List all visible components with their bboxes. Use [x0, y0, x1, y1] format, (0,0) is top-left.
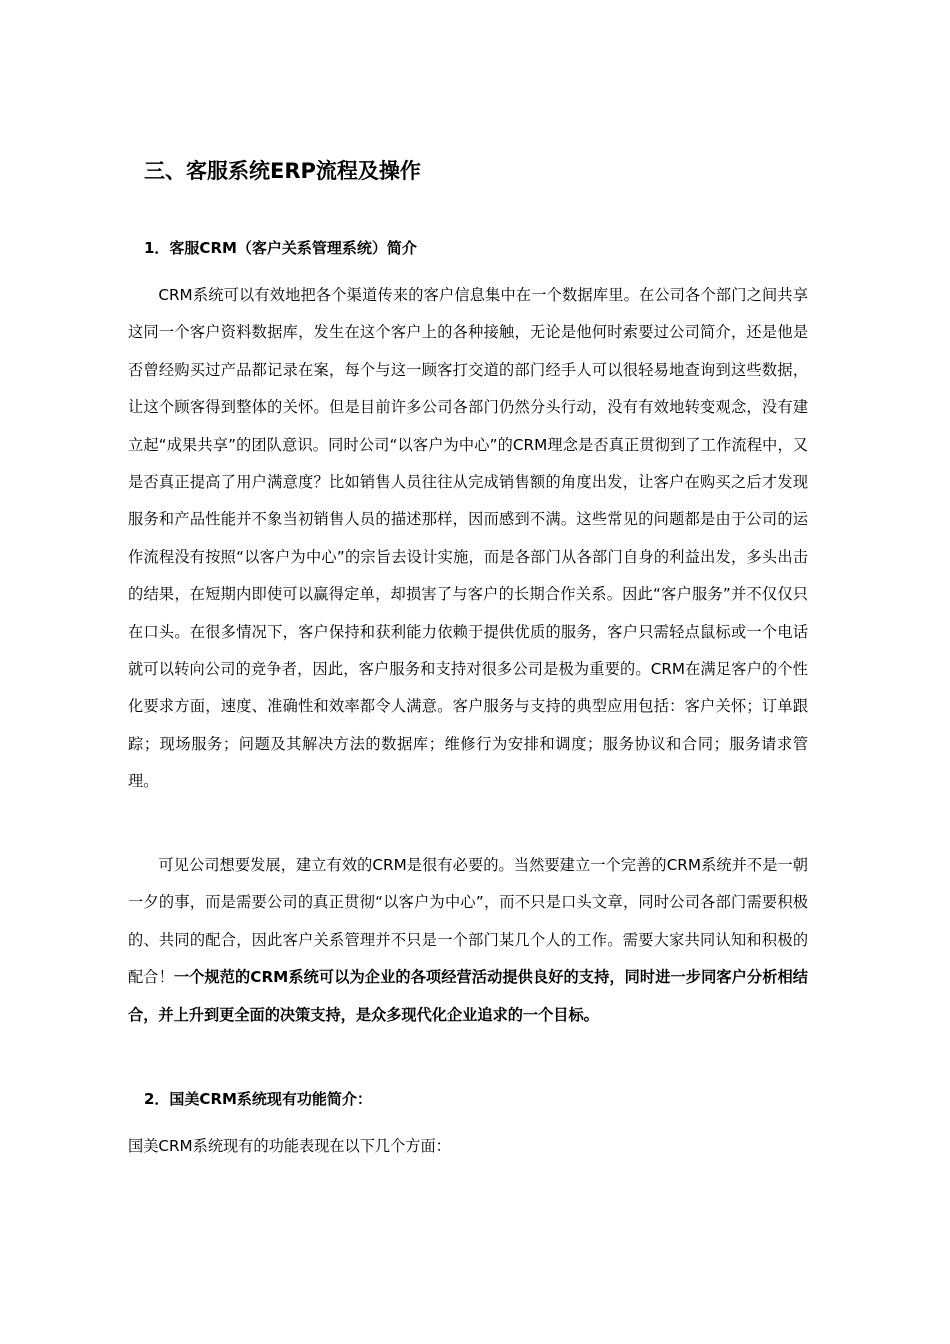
paragraph-crm-importance: [128, 847, 808, 1034]
page-title: 三、客服系统ERP流程及操作: [144, 159, 421, 183]
paragraph-crm-overview: CRM系统可以有效地把各个渠道传来的客户信息集中在一个数据库里。在公司各个部门之间共享这同一个客户资料数据库，发生在这个客户上的各种接触，无论是他何时索要过公司简介，还是他是否曾经购买过产品都记录在案，每个与这一顾客打交道的部门经手人可以很轻易地查询到这些数据，让这个顾客得到整体的关怀。但是目前许多公司各部门仍然分头行动，没有有效地转变观念，没有建立起“成果共享”的团队意识。同时公司“以客户为中心”的CRM理念是否真正贯彻到了工作流程中，又是否真正提高了用户满意度？比如销售人员往往从完成销售额的角度出发，让客户在购买之后才发现服务和产品性能并不象当初销售人员的描述那样，因而感到不满。这些常见的问题都是由于公司的运作流程没有按照“以客户为中心”的宗旨去设计实施，而是各部门从各部门自身的利益出发，多头出击的结果，在短期内即使可以赢得定单，却损害了与客户的长期合作关系。因此“客户服务”并不仅仅只在口头。在很多情况下，客户保持和获利能力依赖于提供优质的服务，客户只需轻点鼠标或一个电话就可以转向公司的竞争者，因此，客户服务和支持对很多公司是极为重要的。CRM在满足客户的个性化要求方面，速度、准确性和效率都令人满意。客户服务与支持的典型应用包括：客户关怀；订单跟踪；现场服务；问题及其解决方法的数据库；维修行为安排和调度；服务协议和合同；服务请求管理。: [128, 286, 808, 791]
paragraph-normal-text: 可见公司想要发展，建立有效的CRM是很有必要的。当然要建立一个完善的CRM系统并不是一朝一夕的事，而是需要公司的真正贯彻“以客户为中心”，而不只是口头文章，同时公司各部门需要积极的、共同的配合，因此客户关系管理并不只是一个部门某几个人的工作。需要大家共同认知和积极的配合！: [128, 856, 808, 987]
section-heading-gome-crm: 2．国美CRM系统现有功能简介：: [144, 1090, 372, 1108]
paragraph-gome-crm-intro: 国美CRM系统现有的功能表现在以下几个方面：: [128, 1137, 451, 1155]
paragraph-bold-text: 一个规范的CRM系统可以为企业的各项经营活动提供良好的支持，同时进一步同客户分析相结合，并上升到更全面的决策支持，是众多现代化企业追求的一个目标。: [128, 968, 808, 1024]
section-heading-crm-intro: 1．客服CRM（客户关系管理系统）简介: [144, 239, 417, 257]
